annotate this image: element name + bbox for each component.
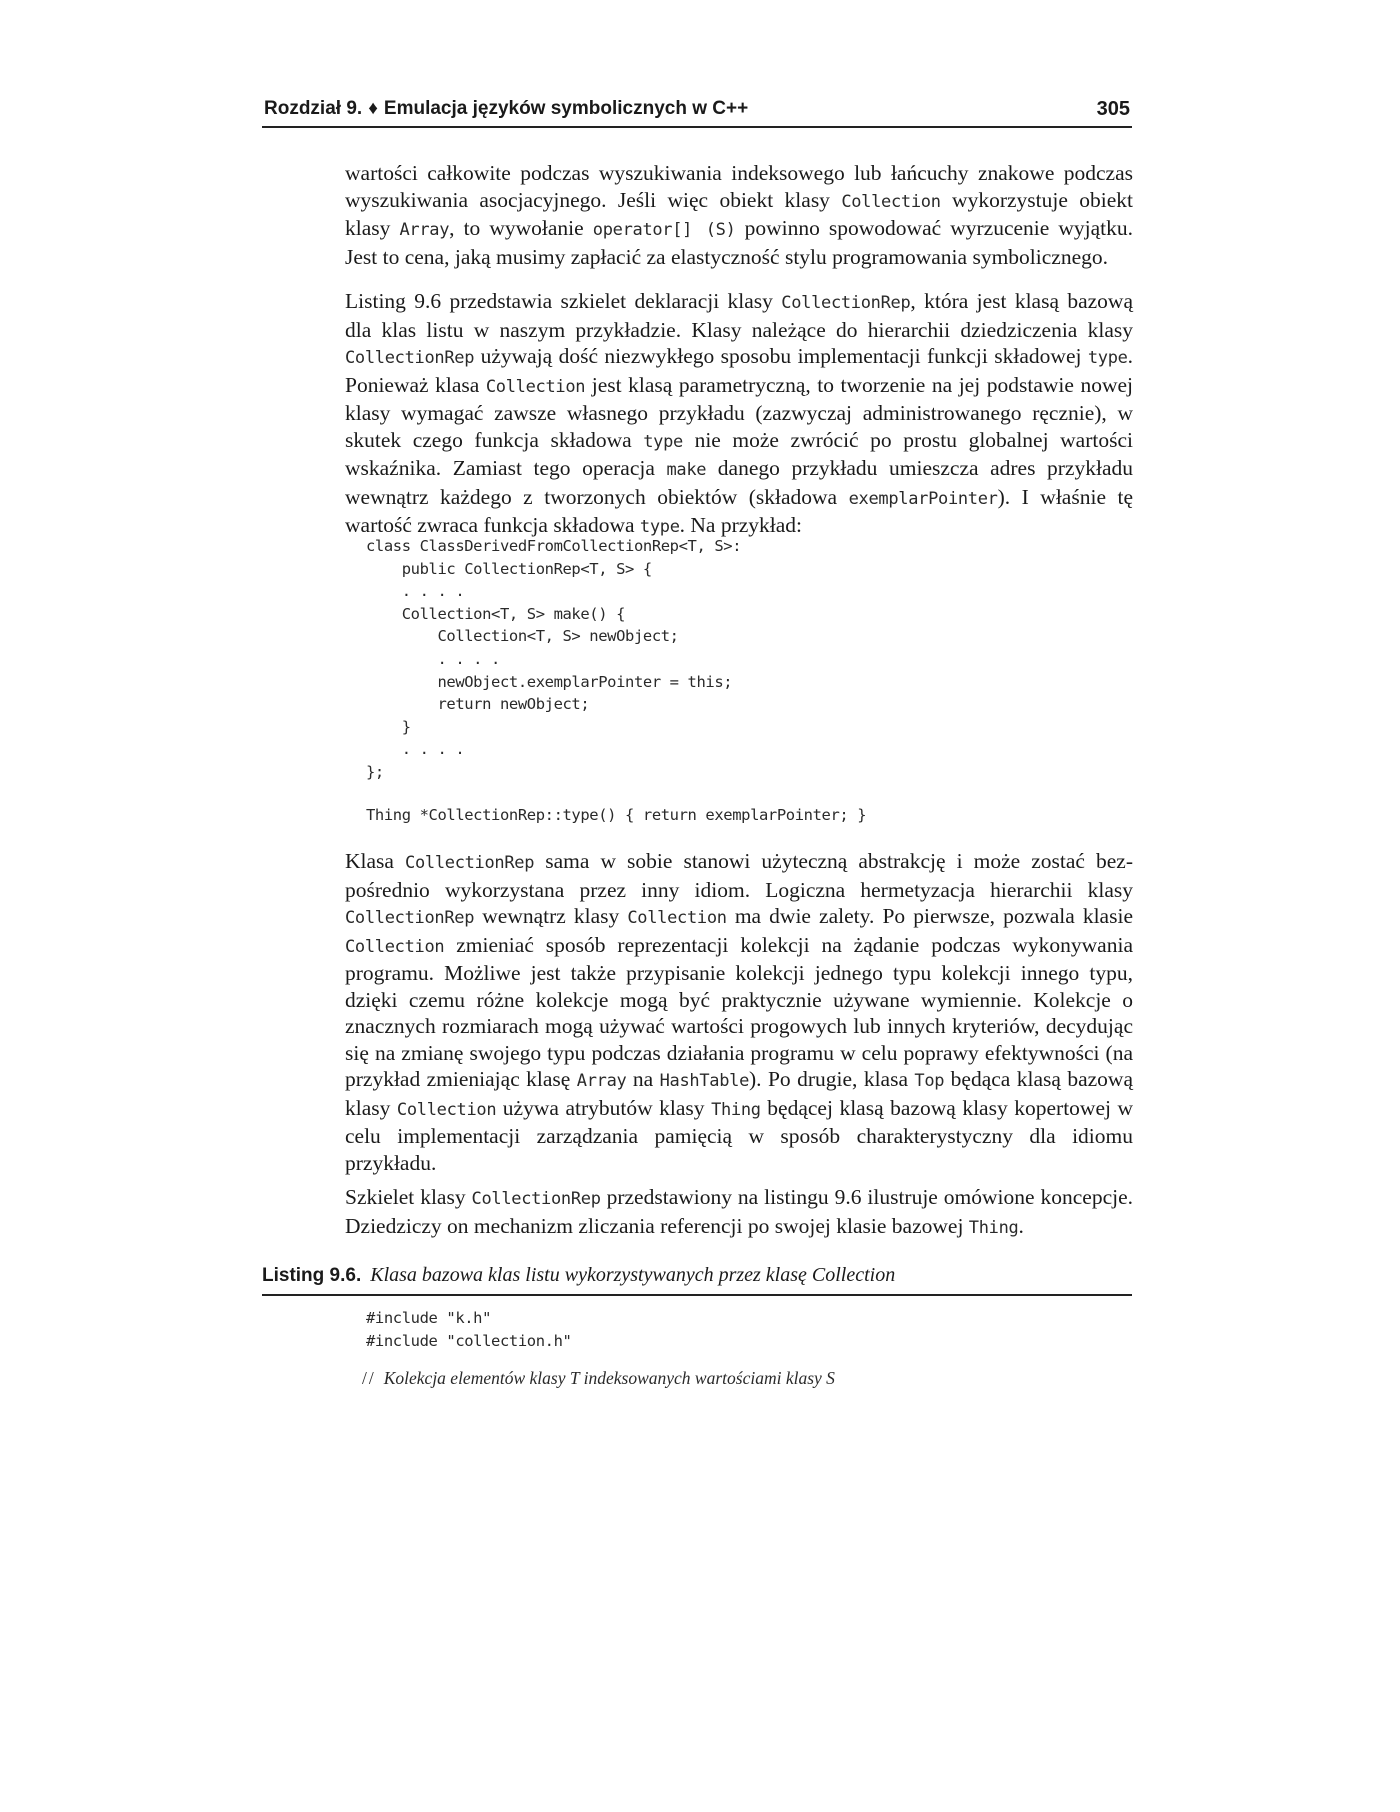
chapter-title: Rozdział 9. ♦ Emulacja języków symbolicznych w C++ [264, 98, 749, 119]
running-header [262, 96, 1132, 128]
diamond-separator-icon: ♦ [368, 98, 378, 119]
listing-code: #include "k.h" #include "collection.h" [366, 1309, 572, 1350]
code-example: class ClassDerivedFromCollectionRep<T, S>: public CollectionRep<T, S> { . . . . Collection<T, S> make() { Collection<T, S> newObject; . . . . newObject.exemplarPointer = this; return newObject; } . . . . }; [366, 537, 742, 781]
listing-comment: // Kolekcja elementów klasy T indeksowanych wartościami klasy S [362, 1368, 835, 1388]
paragraph-2: Listing 9.6 przedstawia szkielet deklaracji klasy CollectionRep, która jest klasą bazową dla klas listu w naszym przykładzie. Klasy należące do hierarchii dziedziczenia klasy CollectionRep używają dość niezwykłego sposobu implementacji funkcji składowej type. Ponieważ klasa Collection jest klasą parametryczną, to tworzenie na jej podstawie nowej klasy wymagać zawsze własnego przykładu (zazwyczaj administrowanego ręcznie), w skutek czego funkcja składowa type nie może zwrócić po prostu globalnej wartości wskaźnika. Zamiast tego operacja make danego przykładu umieszcza adres przykładu wewnątrz każdego z tworzonych obiektów (składowa exemplarPointer). I właśnie tę wartość zwraca funkcja składowa type. Na przykład: [345, 289, 1134, 537]
paragraph-3: Klasa CollectionRep sama w sobie stanowi użyteczną abstrakcję i może zostać bezpośrednio wykorzystana przez inny idiom. Logiczna hermetyzacja hierarchii klasy CollectionRep wewnątrz klasy Collection ma dwie zalety. Po pierwsze, pozwala klasie Collection zmieniać sposób reprezentacji kolekcji na żądanie podczas wykonywania programu. Możliwe jest także przypisanie kolekcji jednego typu kolekcji innego typu, dzięki czemu różne kolekcje mogą być praktycznie używane wymiennie. Kolekcje o znacznych rozmiarach mogą używać wartości progowych lub innych kryteriów, decydując się na zmianę swojego typu podczas działania programu w celu poprawy efektywności (na przykład zmieniając klasę Array na HashTable). Po drugie, klasa Top będąca klasą bazową klasy Collection używa atrybutów klasy Thing będącej klasą bazową klasy kopertowej w celu implementacji zarządzania pamięcią w sposób charakterystyczny dla idiomu przykładu. [345, 849, 1134, 1175]
listing-label: Listing 9.6. [262, 1265, 362, 1286]
code-type-function: Thing *CollectionRep::type() { return exemplarPointer; } [366, 806, 867, 824]
listing-caption [262, 1264, 1132, 1296]
paragraph-1: wartości całkowite podczas wyszukiwania indeksowego lub łańcuchy znakowe podczas wyszukiwania asocjacyjnego. Jeśli więc obiekt klasy Collection wykorzystuje obiekt klasy Array, to wywołanie operator[] (S) powinno spowodować wyrzucenie wyjątku. Jest to cena, jaką musimy zapłacić za elastyczność stylu programowania symbolicznego. [345, 161, 1134, 269]
listing-title: Klasa bazowa klas listu wykorzystywanych przez klasę Collection [370, 1264, 896, 1286]
paragraph-4: Szkielet klasy CollectionRep przedstawiony na listingu 9.6 ilustruje omówione koncepcje. Dziedziczy on mechanizm zliczania referencji po swojej klasie bazowej Thing. [345, 1185, 1134, 1238]
page-number: 305 [1096, 98, 1130, 120]
